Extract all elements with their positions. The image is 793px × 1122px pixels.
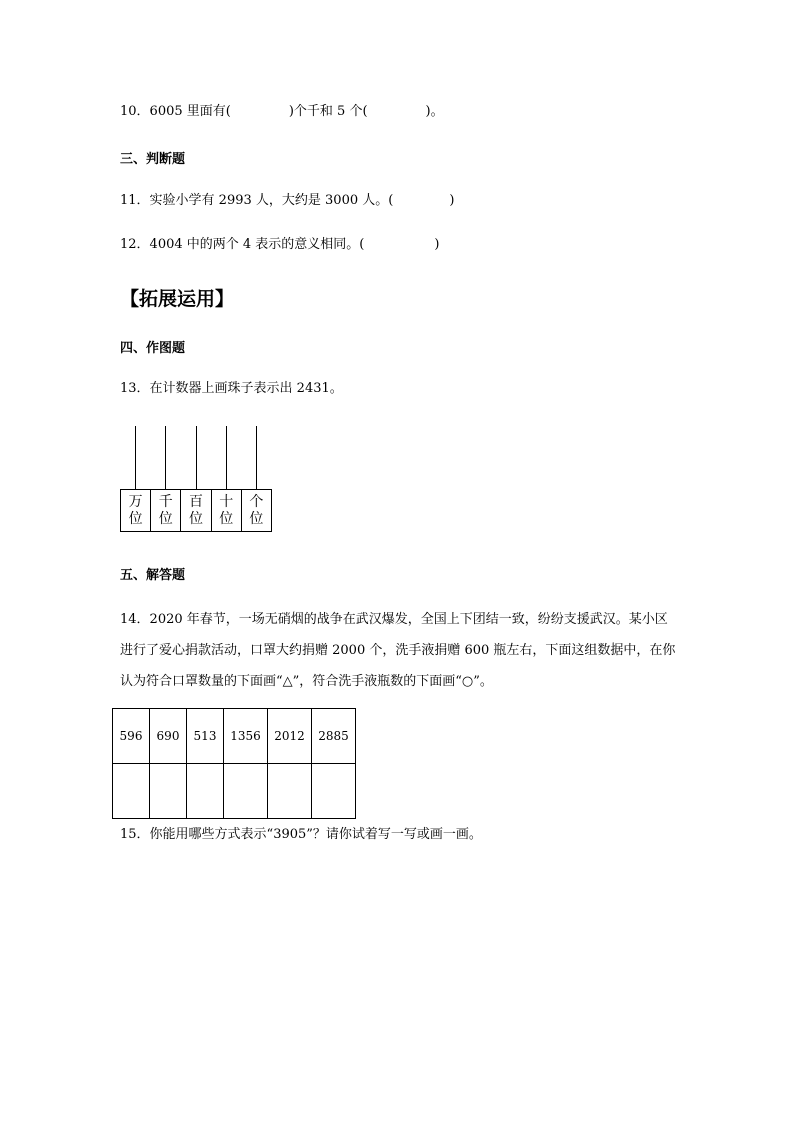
section-heading-judgement: 三、判断题 [120, 152, 186, 167]
question-12 [120, 236, 439, 254]
question-text: 6005 里面有( [149, 104, 231, 119]
table-cell: 2012 [268, 709, 312, 764]
table-row-answers [113, 764, 356, 819]
question-15 [120, 826, 482, 844]
question-text: )。 [425, 104, 444, 119]
extension-title: 【拓展运用】 [120, 288, 235, 310]
abacus-rod-ones[interactable] [256, 426, 257, 490]
question-number: 14． [120, 612, 150, 627]
question-13 [120, 380, 343, 398]
question-number: 15． [120, 827, 150, 842]
abacus-rod-hundreds[interactable] [196, 426, 197, 490]
question-text: 2020 年春节，一场无硝烟的战争在武汉爆发，全国上下团结一致，纷纷支援武汉。某小区进行了爱心捐款活动，口罩大约捐赠 2000 个，洗手液捐赠 600 瓶左右，下面这组数据中，在你认为符合口罩数量的下面画“△”，符合洗手液瓶数的下面画“○”。 [120, 612, 676, 689]
table-cell: 690 [150, 709, 187, 764]
table-cell: 1356 [224, 709, 268, 764]
table-cell: 513 [187, 709, 224, 764]
answer-cell[interactable] [268, 764, 312, 819]
question-number: 11． [120, 193, 150, 208]
place-label-ten-thousands: 万 位 [121, 490, 151, 531]
question-text: ) [434, 237, 440, 252]
abacus-rod-thousands[interactable] [165, 426, 166, 490]
answer-cell[interactable] [187, 764, 224, 819]
question-14 [120, 604, 676, 697]
abacus-rod-ten-thousands[interactable] [135, 426, 136, 490]
section-heading-answers: 五、解答题 [120, 568, 186, 583]
question-text: 你能用哪些方式表示“3905”？请你试着写一写或画一画。 [149, 827, 482, 842]
abacus-place-labels [120, 489, 272, 532]
answer-cell[interactable] [150, 764, 187, 819]
question-number: 13． [120, 381, 150, 396]
answer-cell[interactable] [113, 764, 150, 819]
question-text: 4004 中的两个 4 表示的意义相同。( [149, 237, 365, 252]
question-11 [120, 192, 454, 210]
question-text: )个千和 5 个( [288, 104, 368, 119]
place-label-thousands: 千 位 [151, 490, 181, 531]
question-number: 10． [120, 104, 150, 119]
abacus-rod-tens[interactable] [226, 426, 227, 490]
answer-cell[interactable] [224, 764, 268, 819]
question-number: 12． [120, 237, 150, 252]
question-text: ) [449, 193, 455, 208]
abacus-counter[interactable] [120, 426, 272, 532]
question-text: 实验小学有 2993 人，大约是 3000 人。( [149, 193, 394, 208]
place-label-tens: 十 位 [212, 490, 242, 531]
question-text: 在计数器上画珠子表示出 2431。 [149, 381, 343, 396]
answer-cell[interactable] [312, 764, 356, 819]
place-label-hundreds: 百 位 [181, 490, 211, 531]
table-cell: 596 [113, 709, 150, 764]
question-10 [120, 103, 444, 121]
place-label-ones: 个 位 [249, 493, 264, 527]
table-row-values [113, 709, 356, 764]
section-heading-drawing: 四、作图题 [120, 341, 186, 356]
table-cell: 2885 [312, 709, 356, 764]
data-table [112, 708, 356, 819]
